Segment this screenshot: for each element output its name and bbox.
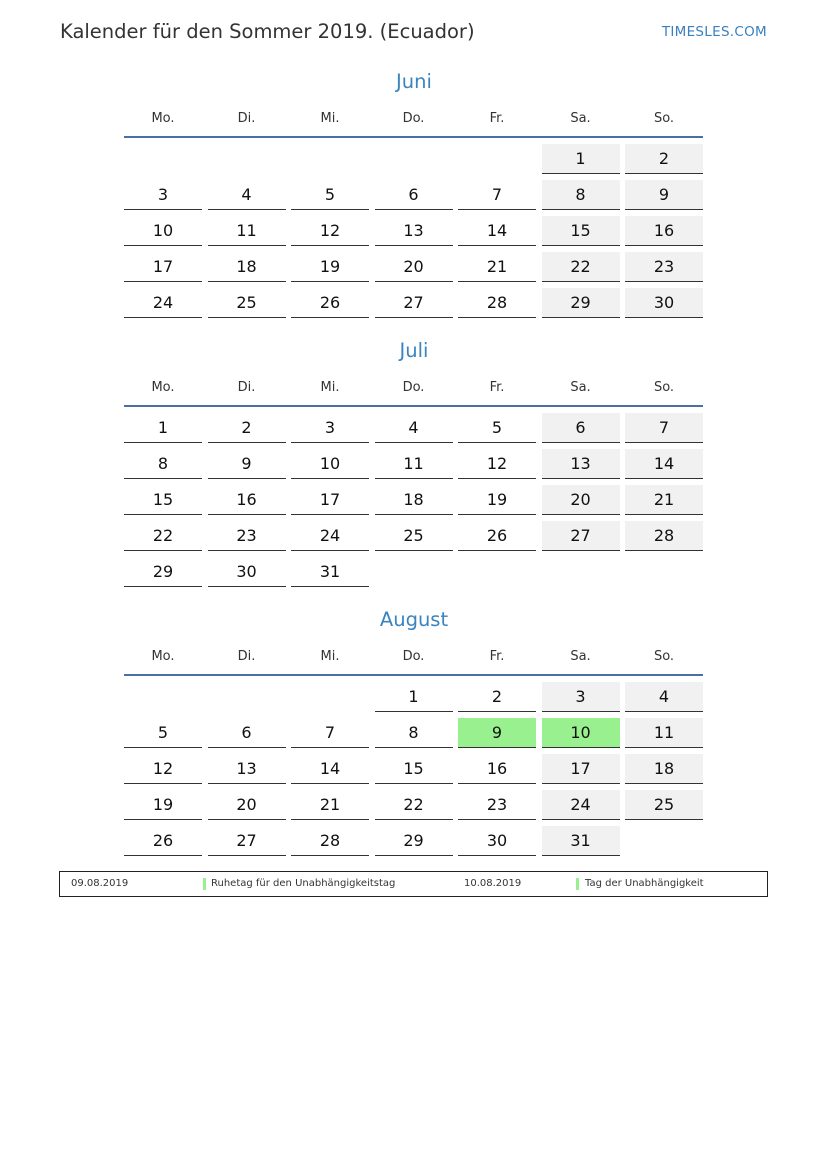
- day-cell: 28: [625, 521, 703, 551]
- day-cell: 2: [625, 144, 703, 174]
- day-cell: 6: [208, 718, 286, 748]
- page-title: Kalender für den Sommer 2019. (Ecuador): [60, 20, 475, 43]
- day-cell: 24: [124, 288, 202, 318]
- day-cell: 14: [291, 754, 369, 784]
- month-title: August: [379, 608, 449, 631]
- day-cell: 23: [458, 790, 536, 820]
- day-cell: 12: [458, 449, 536, 479]
- holiday-color-marker: [203, 878, 206, 890]
- day-cell: 27: [208, 826, 286, 856]
- day-cell: 11: [208, 216, 286, 246]
- holiday-legend: [59, 871, 768, 897]
- legend-label: Tag der Unabhängigkeit: [585, 878, 704, 889]
- legend-label: Ruhetag für den Unabhängigkeitstag: [211, 878, 396, 889]
- weekday-label: Mi.: [320, 649, 340, 664]
- day-cell: 17: [542, 754, 620, 784]
- weekday-label: So.: [653, 649, 675, 664]
- day-cell: 21: [625, 485, 703, 515]
- day-cell: 22: [542, 252, 620, 282]
- day-cell: 31: [291, 557, 369, 587]
- day-cell: 28: [291, 826, 369, 856]
- day-cell: 23: [208, 521, 286, 551]
- day-cell: 10: [291, 449, 369, 479]
- day-cell: 20: [375, 252, 453, 282]
- holiday-day-cell: 9: [458, 718, 536, 748]
- day-cell: 4: [625, 682, 703, 712]
- day-cell: 13: [375, 216, 453, 246]
- day-cell: 3: [291, 413, 369, 443]
- day-cell: 3: [124, 180, 202, 210]
- day-cell: 7: [625, 413, 703, 443]
- day-cell: 1: [542, 144, 620, 174]
- legend-date: 09.08.2019: [71, 878, 129, 889]
- weekday-label: Fr.: [489, 649, 505, 664]
- day-cell: 27: [375, 288, 453, 318]
- day-cell: 5: [124, 718, 202, 748]
- day-cell: 21: [458, 252, 536, 282]
- weekday-label: So.: [653, 111, 675, 126]
- header-divider: [124, 405, 703, 407]
- weekday-label: Di.: [237, 111, 256, 126]
- day-cell: 18: [625, 754, 703, 784]
- day-cell: 4: [208, 180, 286, 210]
- day-cell: 9: [625, 180, 703, 210]
- day-cell: 25: [375, 521, 453, 551]
- day-cell: 1: [375, 682, 453, 712]
- day-cell: 22: [375, 790, 453, 820]
- legend-date: 10.08.2019: [464, 878, 522, 889]
- day-cell: 8: [375, 718, 453, 748]
- day-cell: 4: [375, 413, 453, 443]
- day-cell: 24: [542, 790, 620, 820]
- day-cell: 16: [625, 216, 703, 246]
- day-cell: 16: [208, 485, 286, 515]
- day-cell: 31: [542, 826, 620, 856]
- weekday-header: [124, 111, 704, 133]
- day-cell: 19: [124, 790, 202, 820]
- day-cell: 14: [625, 449, 703, 479]
- header-divider: [124, 674, 703, 676]
- day-cell: 24: [291, 521, 369, 551]
- day-cell: 27: [542, 521, 620, 551]
- day-cell: 26: [458, 521, 536, 551]
- day-cell: 25: [625, 790, 703, 820]
- day-cell: 9: [208, 449, 286, 479]
- weekday-label: Mi.: [320, 380, 340, 395]
- day-cell: 16: [458, 754, 536, 784]
- day-cell: 30: [458, 826, 536, 856]
- day-cell: 8: [124, 449, 202, 479]
- day-cell: 21: [291, 790, 369, 820]
- day-cell: 12: [291, 216, 369, 246]
- day-cell: 13: [208, 754, 286, 784]
- day-cell: 28: [458, 288, 536, 318]
- day-cell: 12: [124, 754, 202, 784]
- day-cell: 11: [625, 718, 703, 748]
- day-cell: 18: [208, 252, 286, 282]
- day-cell: 11: [375, 449, 453, 479]
- day-cell: 17: [124, 252, 202, 282]
- day-cell: 25: [208, 288, 286, 318]
- weekday-label: Fr.: [489, 380, 505, 395]
- weekday-label: Fr.: [489, 111, 505, 126]
- day-cell: 1: [124, 413, 202, 443]
- month-title: Juni: [396, 70, 432, 93]
- day-cell: 5: [458, 413, 536, 443]
- weekday-label: Sa.: [570, 380, 591, 395]
- day-cell: 29: [375, 826, 453, 856]
- day-cell: 26: [291, 288, 369, 318]
- day-cell: 19: [458, 485, 536, 515]
- weekday-label: Mi.: [320, 111, 340, 126]
- weekday-label: Sa.: [570, 111, 591, 126]
- weekday-label: Do.: [402, 380, 425, 395]
- day-cell: 6: [542, 413, 620, 443]
- day-cell: 2: [458, 682, 536, 712]
- day-cell: 7: [291, 718, 369, 748]
- weekday-label: Mo.: [151, 649, 175, 664]
- weekday-label: Mo.: [151, 380, 175, 395]
- day-cell: 2: [208, 413, 286, 443]
- day-cell: 3: [542, 682, 620, 712]
- day-cell: 17: [291, 485, 369, 515]
- holiday-day-cell: 10: [542, 718, 620, 748]
- day-cell: 20: [542, 485, 620, 515]
- day-cell: 8: [542, 180, 620, 210]
- weekday-header: [124, 380, 704, 402]
- brand-link[interactable]: TIMESLES.COM: [661, 24, 767, 40]
- day-cell: 15: [542, 216, 620, 246]
- header-divider: [124, 136, 703, 138]
- day-cell: 15: [124, 485, 202, 515]
- weekday-label: Sa.: [570, 649, 591, 664]
- day-cell: 10: [124, 216, 202, 246]
- day-cell: 30: [208, 557, 286, 587]
- day-cell: 20: [208, 790, 286, 820]
- day-cell: 30: [625, 288, 703, 318]
- day-cell: 6: [375, 180, 453, 210]
- holiday-color-marker: [576, 878, 579, 890]
- day-cell: 23: [625, 252, 703, 282]
- day-cell: 22: [124, 521, 202, 551]
- weekday-label: So.: [653, 380, 675, 395]
- weekday-label: Mo.: [151, 111, 175, 126]
- month-title: Juli: [399, 339, 429, 362]
- weekday-header: [124, 649, 704, 671]
- day-cell: 18: [375, 485, 453, 515]
- weekday-label: Di.: [237, 649, 256, 664]
- day-cell: 29: [542, 288, 620, 318]
- day-cell: 29: [124, 557, 202, 587]
- weekday-label: Do.: [402, 649, 425, 664]
- day-cell: 15: [375, 754, 453, 784]
- day-cell: 14: [458, 216, 536, 246]
- day-cell: 13: [542, 449, 620, 479]
- day-cell: 19: [291, 252, 369, 282]
- day-cell: 7: [458, 180, 536, 210]
- weekday-label: Di.: [237, 380, 256, 395]
- weekday-label: Do.: [402, 111, 425, 126]
- day-cell: 5: [291, 180, 369, 210]
- day-cell: 26: [124, 826, 202, 856]
